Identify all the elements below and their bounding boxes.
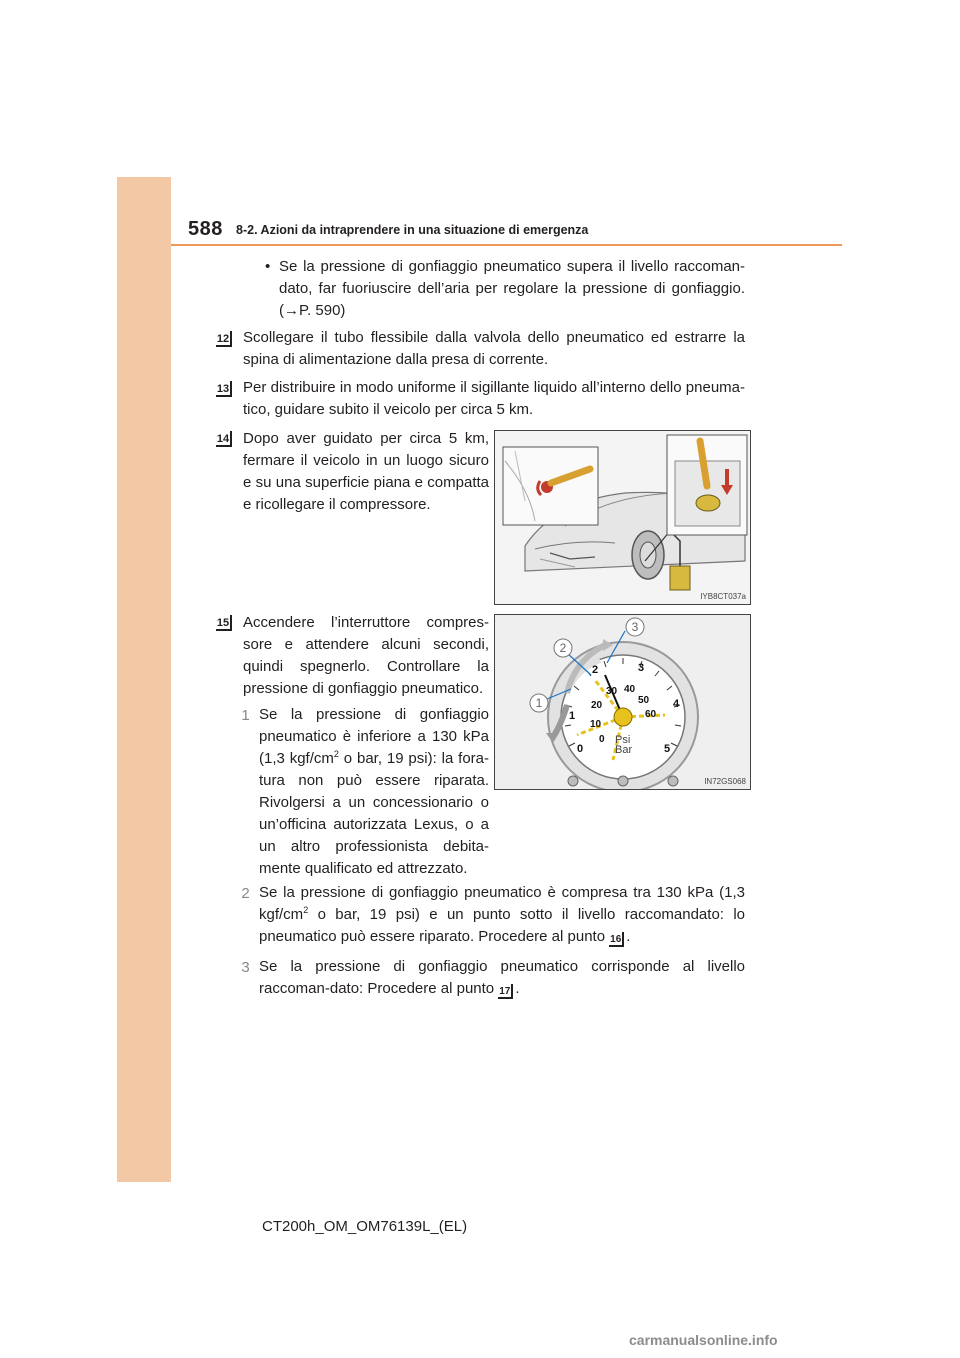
step-16-ref: 16 xyxy=(609,932,624,947)
gauge-inner-60: 60 xyxy=(645,709,657,720)
gauge-outer-2: 2 xyxy=(592,664,599,676)
gauge-drawing xyxy=(495,615,750,789)
step-17-ref: 17 xyxy=(498,984,513,999)
car-figure-code: IYB8CT037a xyxy=(700,592,746,601)
condition-2-number: 2 xyxy=(241,885,250,902)
gauge-outer-1: 1 xyxy=(569,710,576,722)
condition-1-sup: 2 xyxy=(333,749,339,759)
gauge-callout-3: 3 xyxy=(631,620,639,634)
gauge-inner-0: 0 xyxy=(599,734,605,745)
step-15-text: Accendere l’interruttore compres-sore e attendere alcuni secondi, quindi spegnerlo. Controllare la pressione di gonfiaggio pneumatico. xyxy=(243,614,489,697)
step-13-badge: 13 xyxy=(216,381,232,397)
gauge-outer-5: 5 xyxy=(664,743,671,755)
condition-2-text-b: o bar, 19 psi) e un punto sotto il livello raccomandato: lo pneumatico può essere riparato. Procedere al punto xyxy=(259,906,745,945)
condition-1-text-b: o bar, 19 psi): la fora-tura non può essere riparata. Rivolgersi a un concessionario o un’officina autorizzata Lexus, o a un altro professionista debita-mente qualificato ed attrezzato. xyxy=(259,750,490,877)
step-14-badge: 14 xyxy=(216,431,232,447)
section-title: 8-2. Azioni da intraprendere in una situazione di emergenza xyxy=(236,223,589,237)
step-12-badge: 12 xyxy=(216,331,232,347)
gauge-outer-4: 4 xyxy=(673,698,680,710)
gauge-callout-2: 2 xyxy=(559,641,567,655)
condition-2-sup: 2 xyxy=(303,905,309,915)
condition-1-text xyxy=(259,704,489,880)
gauge-outer-0: 0 xyxy=(577,743,584,755)
document-code: CT200h_OM_OM76139L_(EL) xyxy=(262,1218,468,1235)
gauge-unit-psi: Psi xyxy=(615,734,631,746)
bullet-text: Se la pressione di gonfiaggio pneumatico supera il livello raccoman-dato, far fuoriuscire dell’aria per regolare la pressione di gonfiaggio. (→P. 590) xyxy=(279,258,745,319)
car-compressor-illustration xyxy=(494,430,751,605)
gauge-callout-1: 1 xyxy=(535,696,543,710)
chapter-sidebar xyxy=(117,177,171,1182)
condition-1-number: 1 xyxy=(241,707,250,724)
gauge-inner-30: 30 xyxy=(606,686,618,697)
gauge-figure-code: IN72GS068 xyxy=(704,777,746,786)
condition-3-text xyxy=(259,956,745,1000)
condition-1-text-a: Se la pressione di gonfiaggio pneumatico è inferiore a 130 kPa (1,3 kgf/cm xyxy=(259,706,489,767)
gauge-inner-50: 50 xyxy=(638,695,650,706)
gauge-inner-10: 10 xyxy=(590,719,602,730)
pressure-gauge-illustration xyxy=(494,614,751,790)
gauge-inner-40: 40 xyxy=(624,684,636,695)
car-drawing xyxy=(495,431,750,604)
step-15-badge: 15 xyxy=(216,615,232,631)
step-13-text: Per distribuire in modo uniforme il sigillante liquido all’interno dello pneuma-tico, guidare subito il veicolo per circa 5 km. xyxy=(243,379,745,418)
bullet-marker: • xyxy=(265,258,271,275)
gauge-outer-3: 3 xyxy=(638,662,645,674)
condition-3-text-a: Se la pressione di gonfiaggio pneumatico corrisponde al livello raccoman-dato: Procedere al punto xyxy=(259,958,745,997)
step-12-text: Scollegare il tubo flessibile dalla valvola dello pneumatico ed estrarre la spina di alimentazione dalla presa di corrente. xyxy=(243,329,745,368)
condition-3-end: . xyxy=(515,980,520,997)
condition-2-end: . xyxy=(626,928,631,945)
condition-2-text xyxy=(259,882,745,948)
header-rule xyxy=(171,244,842,246)
gauge-inner-20: 20 xyxy=(591,700,603,711)
watermark: carmanualsonline.info xyxy=(629,1332,778,1348)
gauge-unit-bar: Bar xyxy=(615,744,633,756)
condition-3-number: 3 xyxy=(241,959,250,976)
step-14-text: Dopo aver guidato per circa 5 km, fermare il veicolo in un luogo sicuro e su una superficie piana e compatta e ricollegare il compressore. xyxy=(243,430,489,513)
condition-2-text-a: Se la pressione di gonfiaggio pneumatico è compresa tra 130 kPa (1,3 kgf/cm xyxy=(259,884,745,923)
page-number: 588 xyxy=(188,218,223,240)
